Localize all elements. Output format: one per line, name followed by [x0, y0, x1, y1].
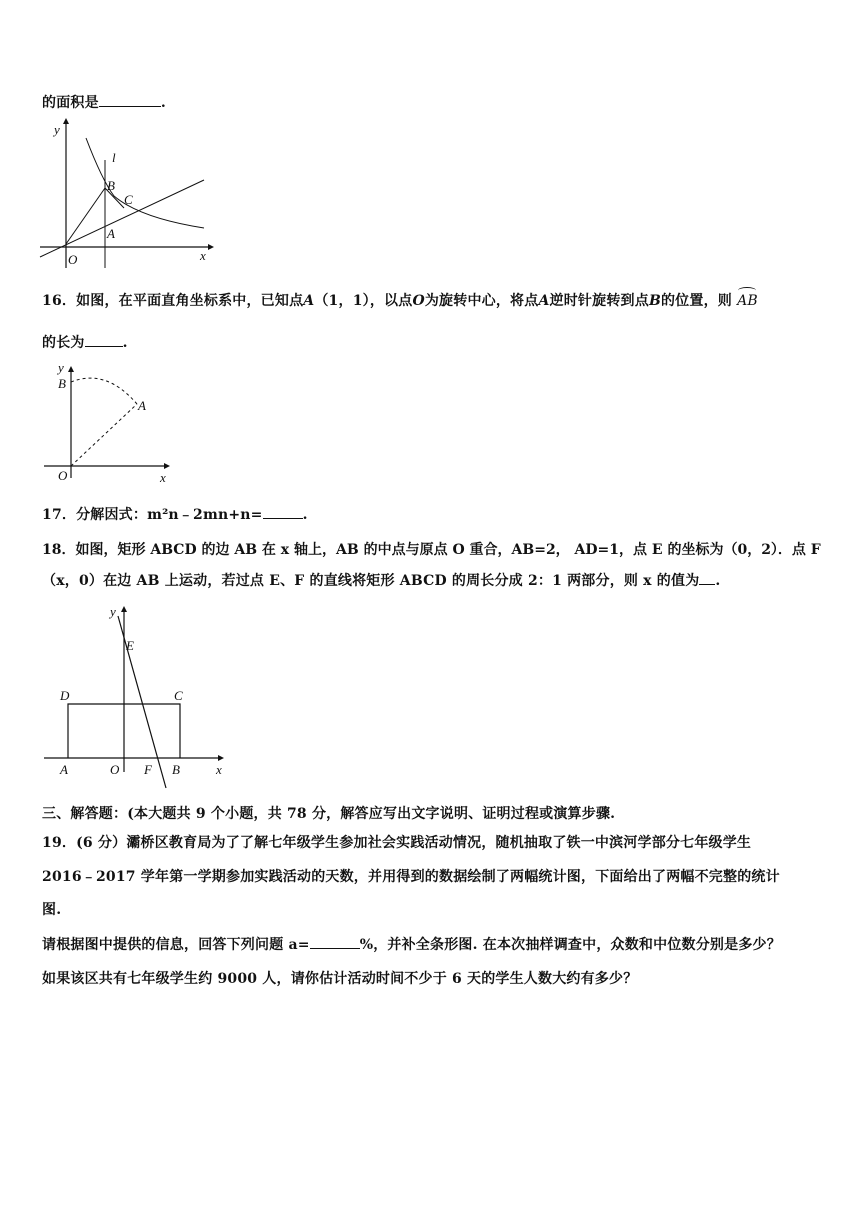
q18-label-e: E [126, 638, 134, 653]
q19-text-5: 如果该区共有七年级学生约 9000 人，请你估计活动时间不少于 6 天的学生人数大约有多少？ [42, 971, 638, 987]
q16-label-a: A [138, 398, 146, 413]
section3-heading-text: 三、解答题：(本大题共 9 个小题，共 78 分，解答应写出文字说明、证明过程或演算步骤. [42, 806, 616, 822]
q17-text: 17．分解因式：m²n﹣2mn+n= [42, 507, 263, 523]
q16-label-b: B [58, 376, 66, 391]
q16-point-a2: A [538, 293, 550, 309]
q15-hyperbola [86, 138, 204, 228]
q16-arc-ab [737, 293, 758, 309]
q16-arc [71, 378, 137, 404]
q16-line-1 [42, 290, 758, 310]
q15-label-o: O [68, 252, 78, 267]
q18-figure [40, 602, 240, 788]
q16-point-o: O [412, 293, 425, 309]
q19-answer-blank-a[interactable] [310, 936, 360, 949]
q18-label-f: F [144, 762, 152, 777]
q15-label-c: C [124, 192, 133, 207]
q16-point-b: B [648, 293, 661, 309]
q15-x-arrow [208, 244, 214, 250]
q16-label-y: y [58, 360, 64, 375]
q15-tail-line [42, 92, 166, 112]
q16-y-arrow [68, 366, 74, 372]
section3-heading [42, 803, 615, 823]
q16-text-pre: 16．如图，在平面直角坐标系中，已知点 [42, 293, 304, 309]
q16-text-len: 的长为 [42, 335, 85, 351]
q16-end-punct: . [122, 335, 128, 351]
q16-answer-blank[interactable] [85, 334, 123, 347]
q19-line-4 [42, 934, 781, 954]
q18-label-d: D [60, 688, 70, 703]
q18-y-arrow [121, 606, 127, 612]
q19-text-1: 19．(6 分）灞桥区教育局为了了解七年级学生参加社会实践活动情况，随机抽取了铁一中滨河学部分七年级学生 [42, 835, 752, 851]
q18-label-b: B [172, 762, 180, 777]
q18-label-o: O [110, 762, 120, 777]
q18-line-2 [42, 570, 720, 590]
q17-line [42, 504, 308, 524]
q16-figure [44, 362, 184, 486]
q16-label-x: x [160, 470, 166, 485]
q18-text-1: 18．如图，矩形 ABCD 的边 AB 在 x 轴上，AB 的中点与原点 O 重合，AB=2， AD=1，点 E 的坐标为（0，2）．点 F [42, 542, 821, 558]
q15-label-a: A [107, 226, 115, 241]
q19-text-2: 2016﹣2017 学年第一学期参加实践活动的天数，并用得到的数据绘制了两幅统计图，下面给出了两幅不完整的统计 [42, 869, 780, 885]
q19-line-1 [42, 832, 751, 852]
q18-label-a: A [60, 762, 68, 777]
q16-text-mid: 为旋转中心，将点 [424, 293, 539, 309]
q19-line-3 [42, 899, 61, 919]
q18-label-x: x [216, 762, 222, 777]
q16-text-tail: 的位置，则 [660, 293, 732, 309]
q15-end-punct: . [160, 95, 166, 111]
q17-end-punct: . [302, 507, 308, 523]
q15-line-oc [40, 180, 204, 257]
q18-end-punct: . [715, 573, 721, 589]
q19-line-2 [42, 866, 780, 886]
q15-figure [40, 118, 220, 268]
q16-arc-cap [738, 287, 756, 294]
q17-answer-blank[interactable] [263, 506, 303, 519]
q18-label-y: y [110, 604, 116, 619]
q16-point-a: A [303, 293, 315, 309]
q18-label-c: C [174, 688, 183, 703]
q16-arc-label: AB [737, 293, 758, 309]
q16-text-mid2: 逆时针旋转到点 [549, 293, 649, 309]
q19-text-4-pre: 请根据图中提供的信息，回答下列问题 a= [42, 937, 310, 953]
q15-label-x: x [200, 248, 206, 263]
q15-label-b: B [107, 178, 115, 193]
q18-text-2: （x，0）在边 AB 上运动，若过点 E、F 的直线将矩形 ABCD 的周长分成 2：1 两部分，则 x 的值为 [42, 573, 700, 589]
q18-answer-blank[interactable] [699, 572, 715, 585]
q18-x-arrow [218, 755, 224, 761]
q15-tail-text: 的面积是 [42, 95, 99, 111]
q16-coords: （1，1），以点 [314, 293, 413, 309]
q15-y-arrow [63, 118, 69, 124]
q15-label-l: l [112, 150, 116, 165]
q15-label-y: y [54, 122, 60, 137]
q15-answer-blank[interactable] [99, 94, 161, 107]
q16-segment-oa [71, 404, 137, 466]
q19-line-5 [42, 968, 637, 988]
q19-text-3: 图. [42, 902, 62, 918]
q16-line-2 [42, 332, 128, 352]
q16-x-arrow [164, 463, 170, 469]
q18-line-1 [42, 539, 821, 559]
q19-text-4-post: %，并补全条形图. 在本次抽样调查中，众数和中位数分别是多少？ [359, 937, 781, 953]
q16-label-o: O [58, 468, 68, 483]
